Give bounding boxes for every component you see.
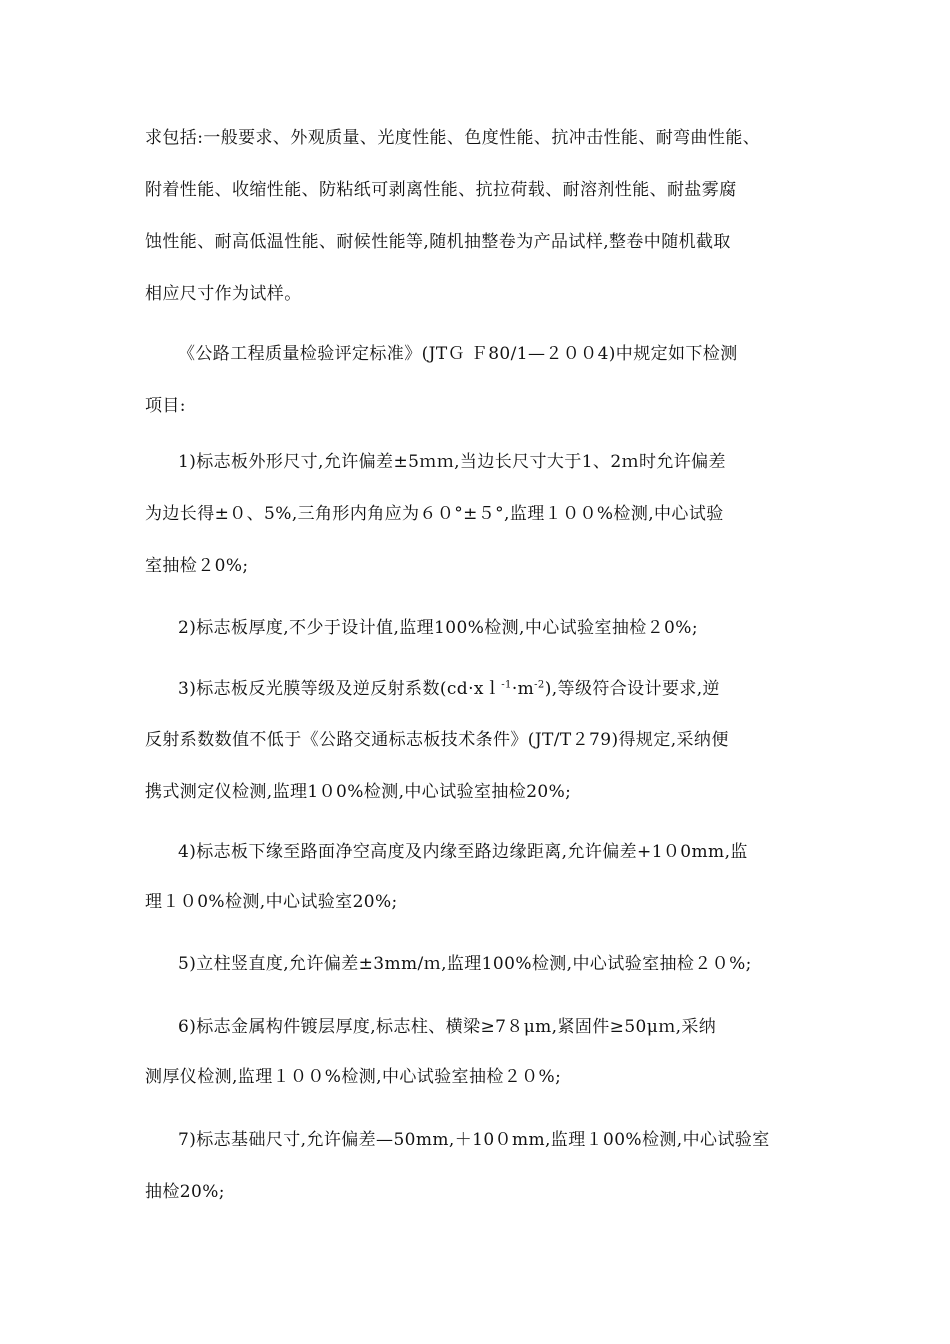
list-item-line: 室抽检２0%; (145, 556, 249, 576)
list-item-text: ·m (511, 679, 535, 699)
list-item-line: 2)标志板厚度,不少于设计值,监理100%检测,中心试验室抽检２0%; (178, 618, 698, 638)
list-item-line: 1)标志板外形尺寸,允许偏差±5ｍｍ,当边长尺寸大于1、2ｍ时允许偏差 (178, 452, 726, 472)
paragraph-line: 项目: (145, 396, 186, 416)
list-item-line (178, 677, 720, 701)
list-item-line: 理１０0%检测,中心试验室20%; (145, 892, 398, 912)
paragraph-line: 《公路工程质量检验评定标准》(JTＧ Ｆ80/1—２００4)中规定如下检测 (178, 344, 738, 364)
superscript: -2 (534, 679, 545, 691)
list-item-line: 7)标志基础尺寸,允许偏差—50mm,＋10０mm,监理１00%检测,中心试验室 (178, 1130, 770, 1150)
superscript: -1 (501, 679, 512, 691)
paragraph-line: 蚀性能、耐高低温性能、耐候性能等,随机抽整卷为产品试样,整卷中随机截取 (145, 232, 731, 252)
list-item-line: 测厚仪检测,监理１００%检测,中心试验室抽检２０%; (145, 1067, 562, 1087)
list-item-line: 4)标志板下缘至路面净空高度及内缘至路边缘距离,允许偏差+1０0mm,监 (178, 842, 748, 862)
list-item-line: 携式测定仪检测,监理1０0%检测,中心试验室抽检20%; (145, 782, 572, 802)
paragraph-line: 求包括:一般要求、外观质量、光度性能、色度性能、抗冲击性能、耐弯曲性能、 (145, 128, 761, 148)
list-item-line: 反射系数数值不低于《公路交通标志板技术条件》(JT/T２79)得规定,采纳便 (145, 730, 729, 750)
list-item-line: 抽检20%; (145, 1182, 225, 1202)
paragraph-line: 相应尺寸作为试样。 (145, 284, 302, 304)
paragraph-line: 附着性能、收缩性能、防粘纸可剥离性能、抗拉荷载、耐溶剂性能、耐盐雾腐 (145, 180, 737, 200)
list-item-line: 为边长得±０、5%,三角形内角应为６０°±５°,监理１００%检测,中心试验 (145, 504, 724, 524)
list-item-text: 3)标志板反光膜等级及逆反射系数(cd·xｌ (178, 679, 502, 699)
list-item-line: 6)标志金属构件镀层厚度,标志柱、横梁≥7８μm,紧固件≥50μｍ,采纳 (178, 1017, 717, 1037)
list-item-line: 5)立柱竖直度,允许偏差±3mm/ｍ,监理100%检测,中心试验室抽检２０%; (178, 954, 752, 974)
list-item-text: ),等级符合设计要求,逆 (544, 679, 720, 699)
